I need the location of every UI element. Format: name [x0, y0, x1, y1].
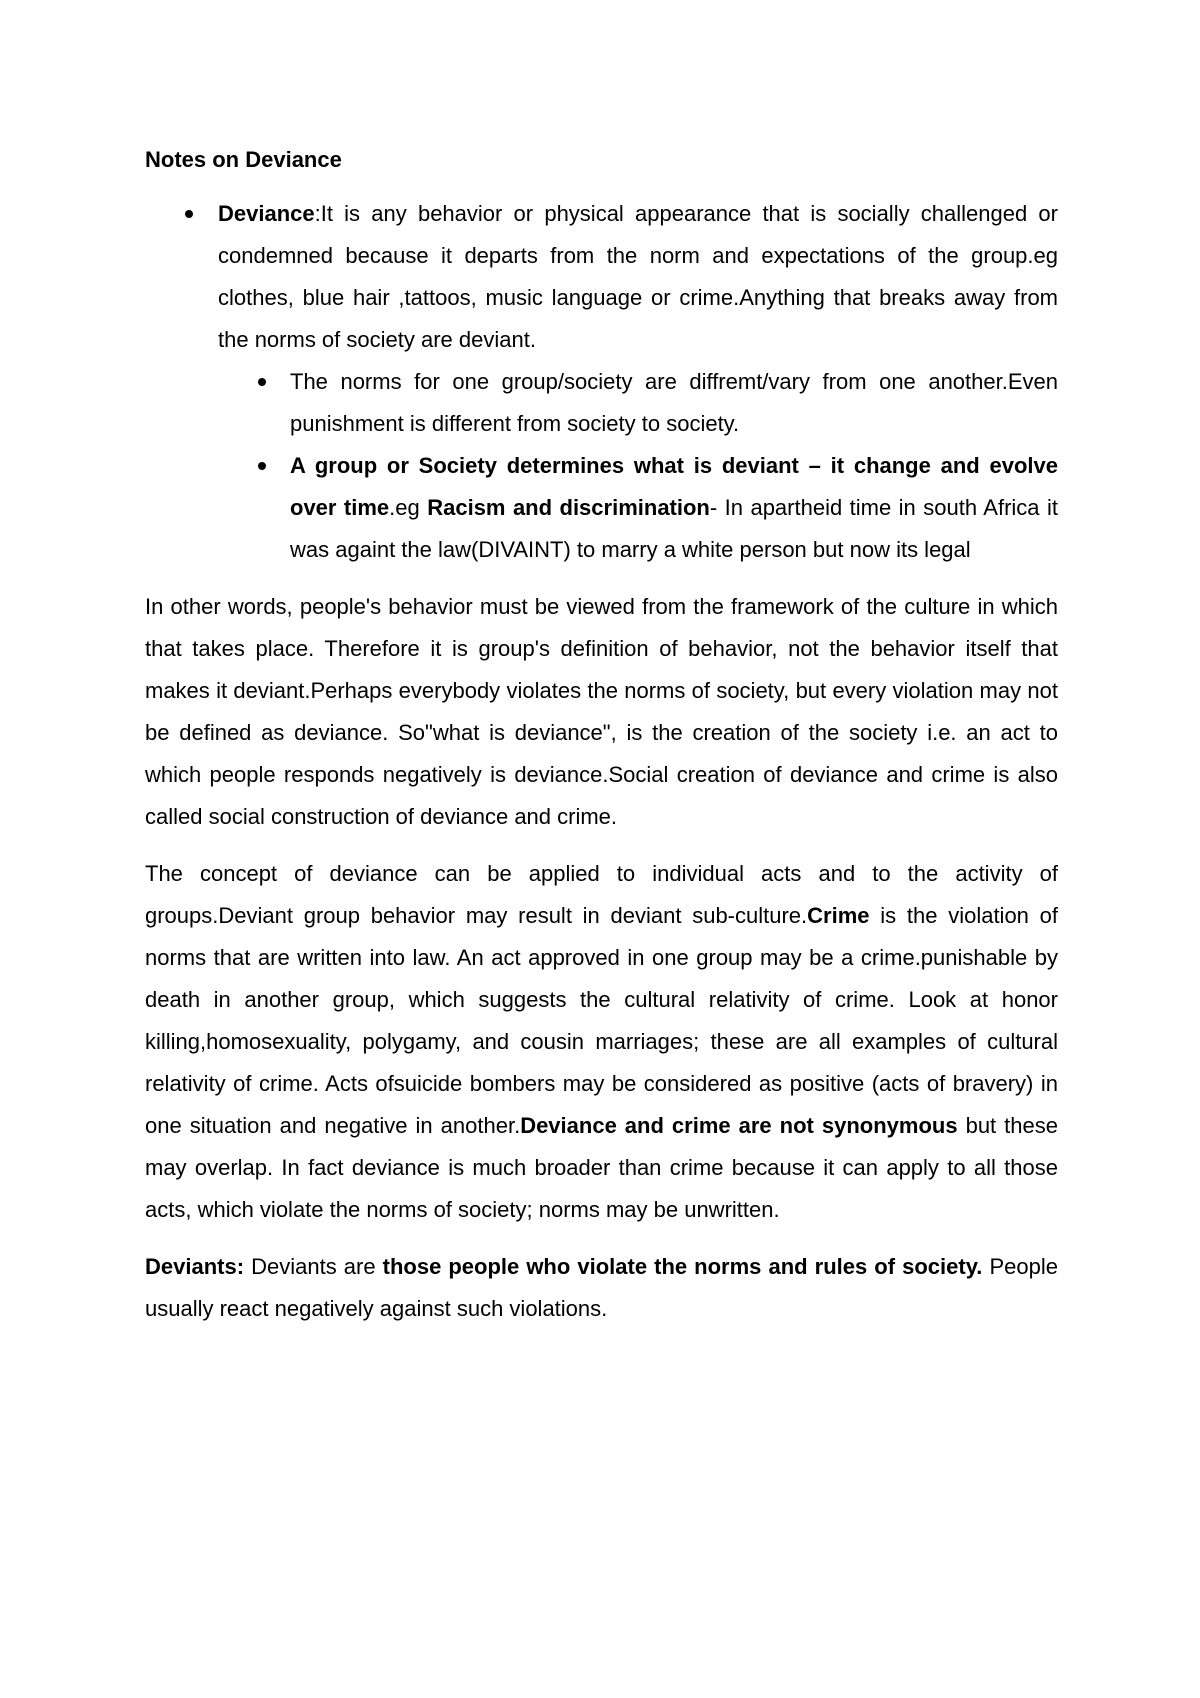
sub-item-bold: Racism and discrimination — [427, 495, 710, 520]
paragraph-text: Deviants are — [244, 1254, 383, 1279]
definition-text: :It is any behavior or physical appearance that is socially challenged or condemned because it departs from the norm and expectations of the group.eg clothes, blue hair ,tattoos, music language or crime.Anything that breaks away from the norms of society are deviant. — [218, 201, 1058, 352]
paragraph-bold: Deviance and crime are not synonymous — [520, 1113, 958, 1138]
document-title: Notes on Deviance — [145, 147, 342, 172]
paragraph-text: People usually react negatively against such violations. — [145, 1254, 1058, 1321]
paragraph: In other words, people's behavior must be viewed from the framework of the culture in which that takes place. Therefore it is group's definition of behavior, not the behavior itself that makes it deviant.Perhaps everybody violates the norms of society, but every violation may not be defined as deviance. So"what is deviance", is the creation of the society i.e. an act to which people responds negatively is deviance.Social creation of deviance and crime is also called social construction of deviance and crime. — [145, 594, 1058, 829]
paragraph-bold: those people who violate the norms and rules of society. — [382, 1254, 983, 1279]
bullet-icon — [258, 462, 266, 470]
sub-item-text: .eg — [389, 495, 428, 520]
bullet-icon — [185, 210, 193, 218]
paragraph — [145, 1246, 1058, 1330]
document-page — [145, 139, 1058, 1330]
list-item — [145, 361, 1058, 445]
term-deviants: Deviants: — [145, 1254, 245, 1279]
sub-item-bold: A group or Society determines what is deviant – it change and evolve over time — [290, 453, 1058, 520]
paragraph-text: is the violation of norms that are written into law. An act approved in one group may be a crime.punishable by death in another group, which suggests the cultural relativity of crime. Look at honor killing,homosexuality, polygamy, and cousin marriages; these are all examples of cultural relativity of crime. Acts ofsuicide bombers may be considered as positive (acts of bravery) in one situation and negative in another. — [145, 903, 1058, 1138]
sub-item-text: The norms for one group/society are diffremt/vary from one another.Even punishment is different from society to society. — [290, 369, 1058, 436]
sub-item-text: - In apartheid time in south Africa it was againt the law(DIVAINT) to marry a white person but now its legal — [290, 495, 1058, 562]
paragraph-text: but these may overlap. In fact deviance is much broader than crime because it can apply to all those acts, which violate the norms of society; norms may be unwritten. — [145, 1113, 1058, 1222]
paragraph-text: The concept of deviance can be applied to individual acts and to the activity of groups.Deviant group behavior may result in deviant sub-culture. — [145, 861, 1058, 928]
list-item — [145, 193, 1058, 361]
list-item — [145, 445, 1058, 571]
term-crime: Crime — [807, 903, 870, 928]
bullet-list — [145, 193, 1058, 571]
paragraph — [145, 853, 1058, 1231]
term-deviance: Deviance — [218, 201, 315, 226]
bullet-icon — [258, 378, 266, 386]
